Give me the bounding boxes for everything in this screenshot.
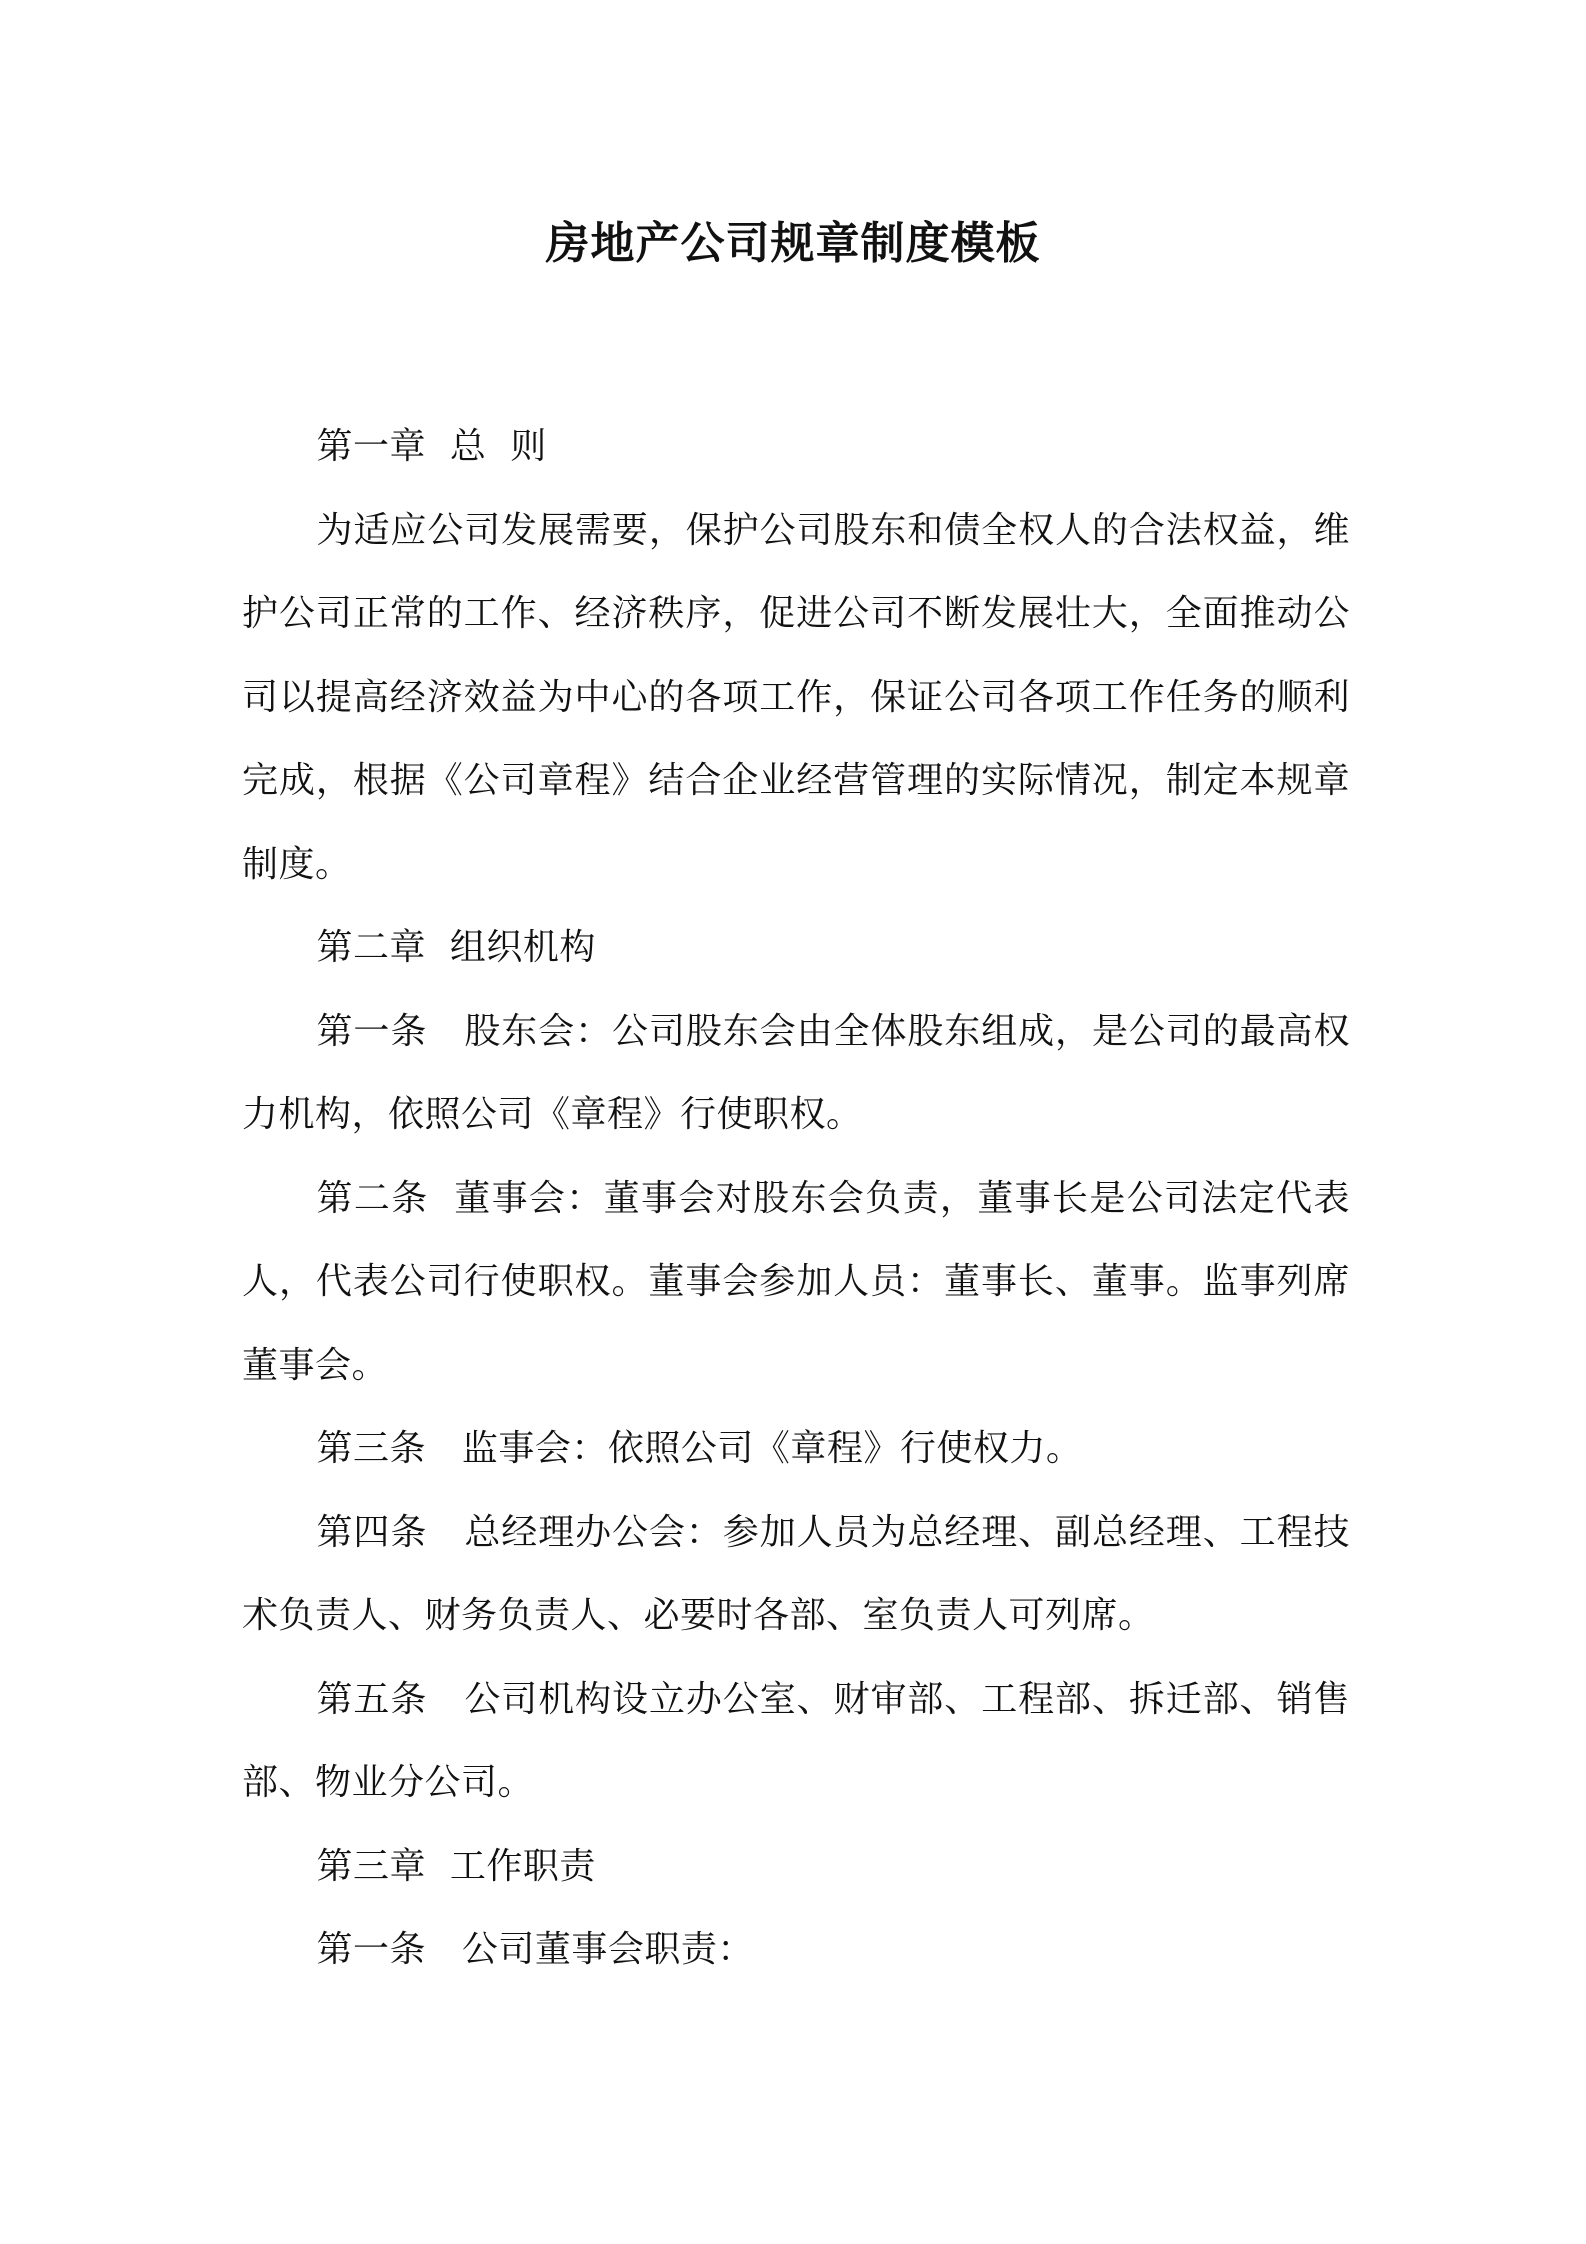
document-title: 房地产公司规章制度模板 bbox=[545, 218, 1041, 269]
article-1-board-duties: 第一条 公司董事会职责： bbox=[316, 1929, 754, 1970]
article-3-board-of-supervisors: 第三条 监事会：依照公司《章程》行使权力。 bbox=[316, 1428, 1083, 1469]
article-1-shareholders-meeting: 第一条 股东会：公司股东会由全体股东组成，是公司的最高权力机构，依照公司《章程》行使职权。 bbox=[242, 1010, 1350, 1135]
article-2-board-of-directors: 第二条 董事会：董事会对股东会负责，董事长是公司法定代表人，代表公司行使职权。董事会参加人员：董事长、董事。监事列席董事会。 bbox=[242, 1177, 1350, 1386]
article-5-departments: 第五条 公司机构设立办公室、财审部、工程部、拆迁部、销售部、物业分公司。 bbox=[242, 1678, 1350, 1803]
document-body bbox=[242, 405, 1350, 1992]
chapter-3-heading: 第三章 工作职责 bbox=[316, 1845, 596, 1887]
chapter-2-heading: 第二章 组织机构 bbox=[316, 927, 596, 968]
chapter-1-heading: 第一章 总 则 bbox=[316, 426, 547, 467]
article-4-general-manager-meeting: 第四条 总经理办公会：参加人员为总经理、副总经理、工程技术负责人、财务负责人、必要时各部、室负责人可列席。 bbox=[242, 1511, 1350, 1636]
chapter-1-paragraph: 为适应公司发展需要，保护公司股东和债全权人的合法权益，维护公司正常的工作、经济秩序，促进公司不断发展壮大，全面推动公司以提高经济效益为中心的各项工作，保证公司各项工作任务的顺利完成，根据《公司章程》结合企业经营管理的实际情况，制定本规章制度。 bbox=[242, 509, 1350, 885]
